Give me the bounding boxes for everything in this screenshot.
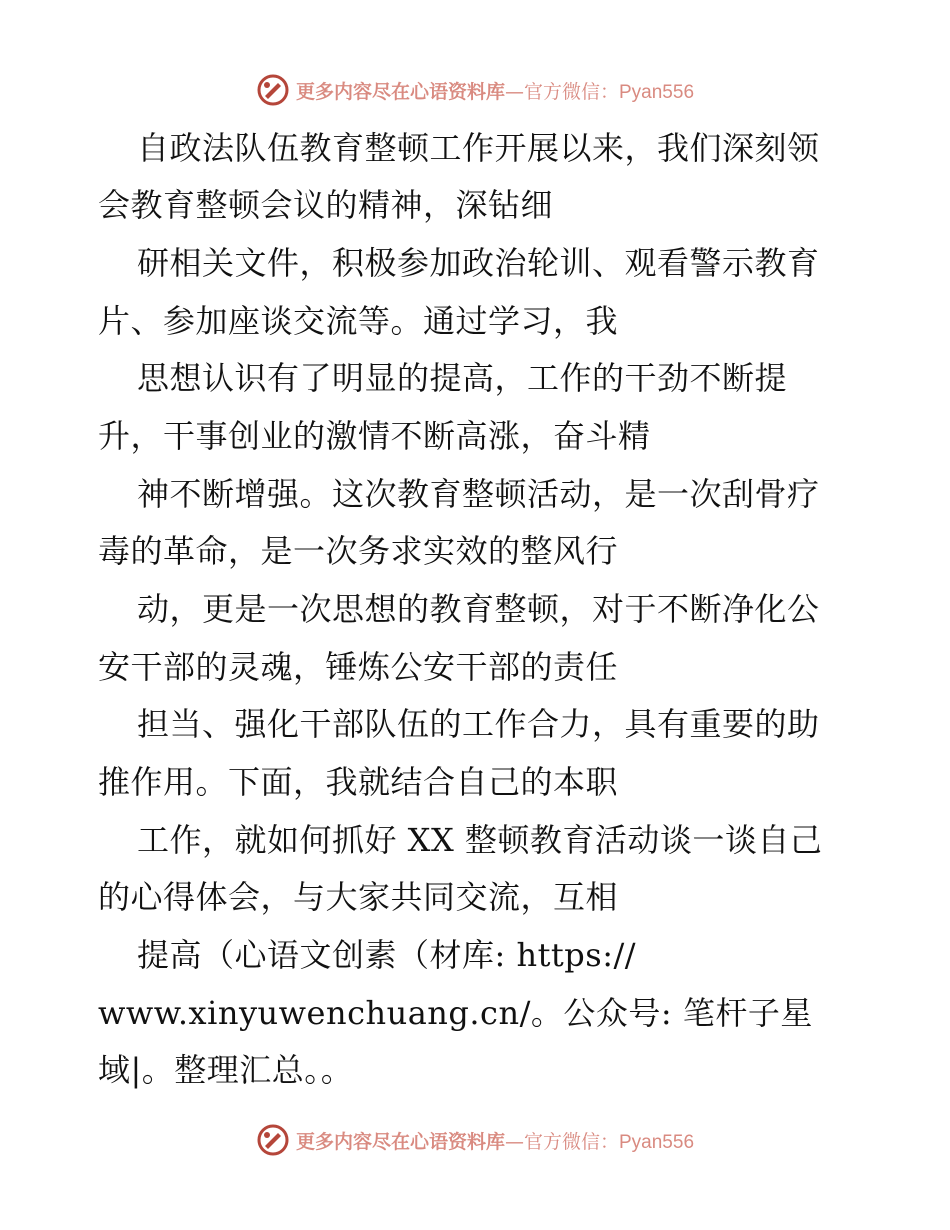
header-banner	[0, 70, 950, 110]
text-line: 会教育整顿会议的精神，深钻细	[98, 186, 554, 224]
banner-wechat-label: 官方微信：	[523, 80, 619, 103]
footer-banner	[0, 1120, 950, 1160]
text-line: 推作用。下面，我就结合自己的本职	[98, 763, 619, 801]
banner-wechat-label: 官方微信：	[523, 1130, 619, 1153]
banner-wechat-id: Pyan556	[619, 81, 695, 103]
banner-separator: —	[504, 80, 524, 103]
text-line: 提高（心语文创素（材库: https://	[137, 936, 637, 974]
banner-text	[296, 1127, 694, 1154]
text-line: 自政法队伍教育整顿工作开展以来，我们深刻领	[137, 129, 820, 167]
banner-separator: —	[504, 1130, 524, 1153]
text-line: 的心得体会，与大家共同交流，互相	[98, 878, 619, 916]
text-line: 升，干事创业的激情不断高涨，奋斗精	[98, 417, 651, 455]
brand-logo-icon	[256, 73, 290, 107]
text-line: 动，更是一次思想的教育整顿，对于不断净化公	[137, 590, 820, 628]
text-line: 神不断增强。这次教育整顿活动，是一次刮骨疗	[137, 475, 820, 513]
banner-slogan: 更多内容尽在心语资料库	[295, 80, 505, 103]
text-line: 研相关文件，积极参加政治轮训、观看警示教育	[137, 244, 820, 282]
text-line: 安干部的灵魂，锤炼公安干部的责任	[98, 648, 619, 686]
text-line: www.xinyuwenchuang.cn/。公众号: 笔杆子星	[98, 994, 813, 1032]
banner-text	[296, 77, 694, 104]
text-line: 毒的革命，是一次务求实效的整风行	[98, 532, 619, 570]
text-line: 担当、强化干部队伍的工作合力，具有重要的助	[137, 705, 820, 743]
text-line: 思想认识有了明显的提高，工作的干劲不断提	[137, 359, 788, 397]
banner-wechat-id: Pyan556	[619, 1131, 695, 1153]
banner-slogan: 更多内容尽在心语资料库	[295, 1130, 505, 1153]
brand-logo-icon	[256, 1123, 290, 1157]
text-line: 工作，就如何抓好 XX 整顿教育活动谈一谈自己	[137, 821, 823, 859]
text-line: 片、参加座谈交流等。通过学习，我	[98, 302, 619, 340]
text-line: 域|。整理汇总。。	[98, 1051, 354, 1089]
